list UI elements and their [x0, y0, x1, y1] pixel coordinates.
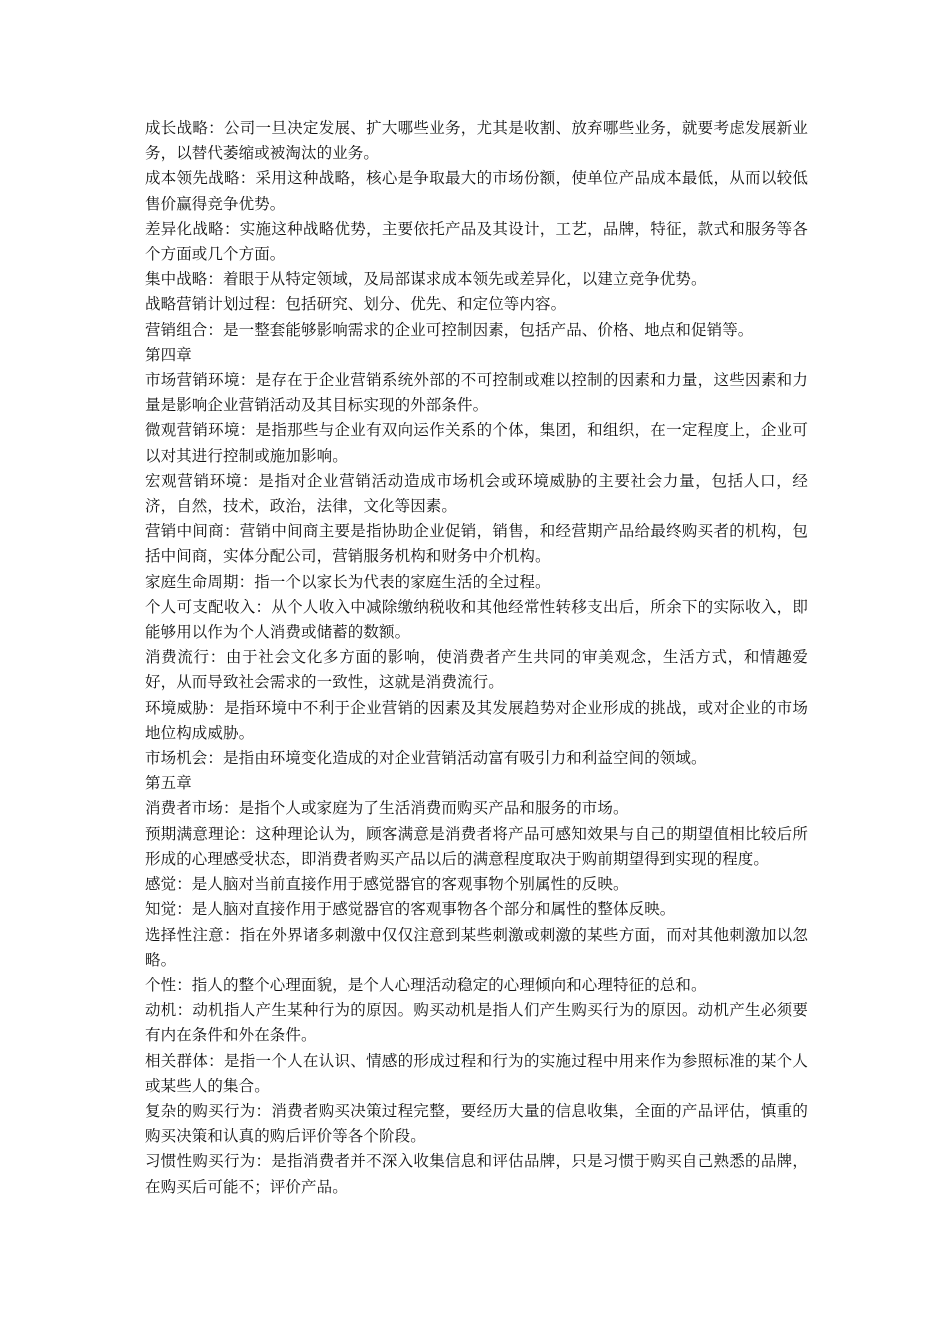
- paragraph-differentiation: 差异化战略：实施这种战略优势，主要依托产品及其设计，工艺，品牌，特征，款式和服务等各个方面或几个方面。: [145, 219, 808, 264]
- paragraph-sensation: 感觉：是人脑对当前直接作用于感觉器官的客观事物个别属性的反映。: [145, 875, 629, 894]
- paragraph-micro-environment: 微观营销环境：是指那些与企业有双向运作关系的个体，集团，和组织，在一定程度上，企业可以对其进行控制或施加影响。: [145, 421, 808, 465]
- paragraph-family-life-cycle: 家庭生命周期：指一个以家长为代表的家庭生活的全过程。: [145, 572, 551, 591]
- paragraph-personality: 个性：指人的整个心理面貌，是个人心理活动稳定的心理倾向和心理特征的总和。: [145, 975, 707, 994]
- paragraph-environmental-threat: 环境威胁：是指环境中不利于企业营销的因素及其发展趋势对企业形成的挑战，或对企业的市场地位构成威胁。: [145, 698, 808, 742]
- paragraph-expectation-theory: 预期满意理论：这种理论认为，顾客满意是消费者将产品可感知效果与自己的期望值相比较后所形成的心理感受状态，即消费者购买产品以后的满意程度取决于购前期望得到实现的程度。: [145, 824, 808, 868]
- paragraph-motivation: 动机：动机指人产生某种行为的原因。购买动机是指人们产生购买行为的原因。动机产生必须要有内在条件和外在条件。: [145, 1001, 808, 1045]
- paragraph-complex-buying: 复杂的购买行为：消费者购买决策过程完整，要经历大量的信息收集，全面的产品评估，慎重的购买决策和认真的购后评价等各个阶段。: [145, 1101, 808, 1146]
- paragraph-perception: 知觉：是人脑对直接作用于感觉器官的客观事物各个部分和属性的整体反映。: [145, 900, 676, 919]
- paragraph-market-opportunity: 市场机会：是指由环境变化造成的对企业营销活动富有吸引力和利益空间的领域。: [145, 749, 707, 768]
- paragraph-disposable-income: 个人可支配收入：从个人收入中减除缴纳税收和其他经常性转移支出后，所余下的实际收入，即能够用以作为个人消费或储蓄的数额。: [145, 597, 808, 642]
- paragraph-macro-environment: 宏观营销环境：是指对企业营销活动造成市场机会或环境威胁的主要社会力量，包括人口，经济，自然，技术，政治，法律，文化等因素。: [145, 471, 808, 516]
- paragraph-growth-strategy: 成长战略：公司一旦决定发展、扩大哪些业务，尤其是收割、放弃哪些业务，就要考虑发展新业务，以替代萎缩或被淘汰的业务。: [145, 119, 808, 163]
- chapter-heading-5: 第五章: [145, 774, 192, 793]
- paragraph-reference-group: 相关群体：是指一个人在认识、情感的形成过程和行为的实施过程中用来作为参照标准的某个人或某些人的集合。: [145, 1051, 808, 1095]
- paragraph-strategic-marketing-plan: 战略营销计划过程：包括研究、划分、优先、和定位等内容。: [145, 295, 567, 314]
- paragraph-focus-strategy: 集中战略：着眼于从特定领域，及局部谋求成本领先或差异化，以建立竞争优势。: [145, 270, 707, 289]
- paragraph-consumer-market: 消费者市场：是指个人或家庭为了生活消费而购买产品和服务的市场。: [145, 799, 629, 818]
- paragraph-marketing-mix: 营销组合：是一整套能够影响需求的企业可控制因素，包括产品、价格、地点和促销等。: [145, 320, 754, 339]
- paragraph-consumption-trend: 消费流行：由于社会文化多方面的影响，使消费者产生共同的审美观念，生活方式，和情趣爱好，从而导致社会需求的一致性，这就是消费流行。: [145, 648, 808, 692]
- document-body: [145, 116, 808, 1200]
- chapter-heading-4: 第四章: [145, 345, 192, 364]
- paragraph-selective-attention: 选择性注意：指在外界诸多刺激中仅仅注意到某些刺激或刺激的某些方面，而对其他刺激加以忽略。: [145, 925, 808, 969]
- paragraph-marketing-environment: 市场营销环境：是存在于企业营销系统外部的不可控制或难以控制的因素和力量，这些因素和力量是影响企业营销活动及其目标实现的外部条件。: [145, 371, 808, 415]
- paragraph-habitual-buying: 习惯性购买行为：是指消费者并不深入收集信息和评估品牌，只是习惯于购买自己熟悉的品牌，在购买后可能不；评价产品。: [145, 1152, 808, 1196]
- paragraph-cost-leadership: 成本领先战略：采用这种战略，核心是争取最大的市场份额，使单位产品成本最低，从而以较低售价赢得竞争优势。: [145, 169, 808, 213]
- paragraph-intermediaries: 营销中间商：营销中间商主要是指协助企业促销，销售，和经营期产品给最终购买者的机构，包括中间商，实体分配公司，营销服务机构和财务中介机构。: [145, 522, 808, 566]
